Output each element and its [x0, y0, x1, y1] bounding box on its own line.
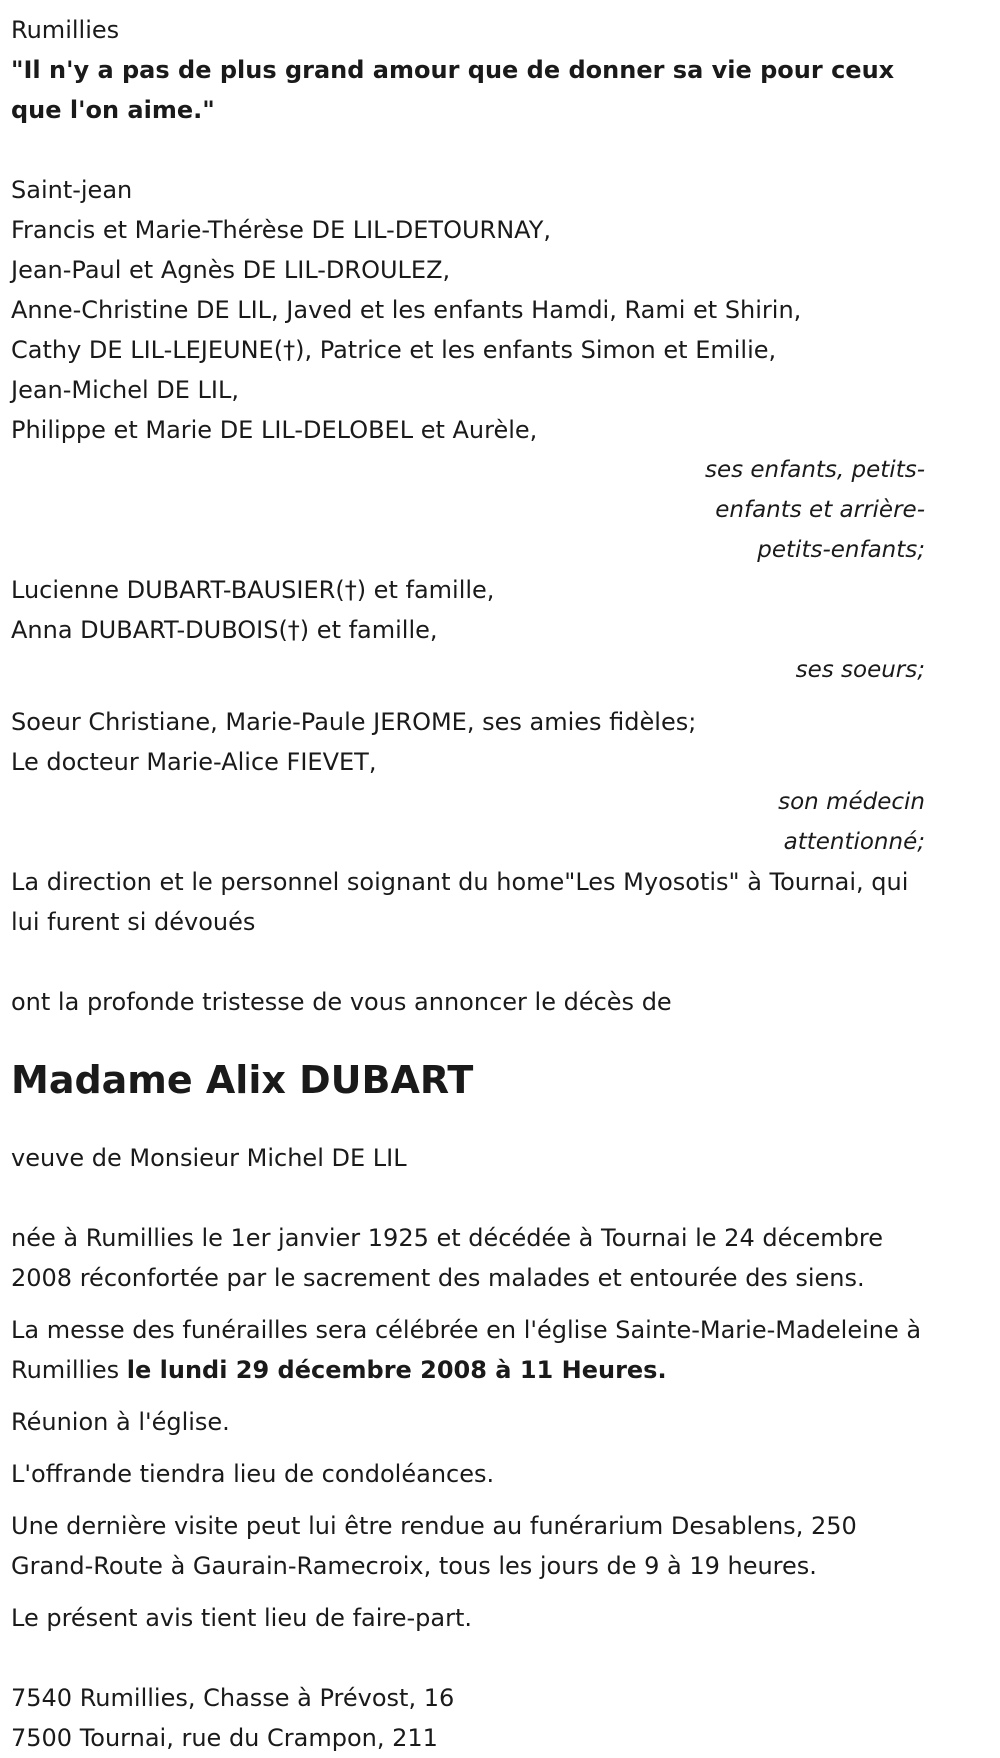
widow-of: veuve de Monsieur Michel DE LIL: [11, 1144, 407, 1172]
notice-info: Le présent avis tient lieu de faire-part.: [11, 1604, 473, 1632]
sisters-role: ses soeurs;: [795, 657, 925, 683]
children-list: [11, 210, 931, 450]
announcement-text: ont la profonde tristesse de vous annoncer le décès de: [11, 988, 672, 1016]
sisters-list: [11, 570, 931, 650]
header-quote: "Il n'y a pas de plus grand amour que de donner sa vie pour ceux que l'on aime.": [11, 56, 895, 124]
life-details: née à Rumillies le 1er janvier 1925 et décédée à Tournai le 24 décembre 2008 réconfortée par le sacrement des malades et entourée des siens.: [11, 1224, 884, 1292]
deceased-name: Madame Alix DUBART: [11, 1058, 474, 1102]
children-role-line: petits-enfants;: [757, 537, 925, 563]
doctor-role: [11, 782, 931, 862]
children-role-line: ses enfants, petits-: [704, 457, 925, 483]
child-entry: Jean-Michel DE LIL,: [11, 376, 239, 404]
meeting-info: Réunion à l'église.: [11, 1408, 230, 1436]
child-entry: Philippe et Marie DE LIL-DELOBEL et Aurèle,: [11, 416, 538, 444]
children-role: [11, 450, 931, 570]
child-entry: Francis et Marie-Thérèse DE LIL-DETOURNAY,: [11, 216, 552, 244]
mass-date: le lundi 29 décembre 2008 à 11 Heures.: [126, 1356, 667, 1384]
doctor-role-line: son médecin: [778, 789, 925, 815]
addresses-block: [11, 1678, 931, 1758]
visit-info: Une dernière visite peut lui être rendue au funérarium Desablens, 250 Grand-Route à Gaurain-Ramecroix, tous les jours de 9 à 19 heures.: [11, 1512, 857, 1580]
child-entry: Cathy DE LIL-LEJEUNE(†), Patrice et les enfants Simon et Emilie,: [11, 336, 777, 364]
sister-entry: Lucienne DUBART-BAUSIER(†) et famille,: [11, 576, 495, 604]
staff-entry: La direction et le personnel soignant du home"Les Myosotis" à Tournai, qui lui furent si dévoués: [11, 868, 909, 936]
children-role-line: enfants et arrière-: [715, 497, 925, 523]
child-entry: Jean-Paul et Agnès DE LIL-DROULEZ,: [11, 256, 451, 284]
family-place: Saint-jean: [11, 176, 133, 204]
header-place: Rumillies: [11, 16, 120, 44]
doctor-role-line: attentionné;: [783, 829, 925, 855]
mass-intro: La messe des funérailles sera célébrée en l'église Sainte-Marie-Madeleine à Rumillies: [11, 1316, 922, 1384]
child-entry: Anne-Christine DE LIL, Javed et les enfants Hamdi, Rami et Shirin,: [11, 296, 802, 324]
sister-entry: Anna DUBART-DUBOIS(†) et famille,: [11, 616, 438, 644]
mass-details: [11, 1310, 931, 1390]
friends-entry: Soeur Christiane, Marie-Paule JEROME, ses amies fidèles;: [11, 708, 697, 736]
doctor-entry: Le docteur Marie-Alice FIEVET,: [11, 748, 377, 776]
offering-info: L'offrande tiendra lieu de condoléances.: [11, 1460, 495, 1488]
address-line: 7500 Tournai, rue du Crampon, 211: [11, 1724, 438, 1752]
address-line: 7540 Rumillies, Chasse à Prévost, 16: [11, 1684, 455, 1712]
